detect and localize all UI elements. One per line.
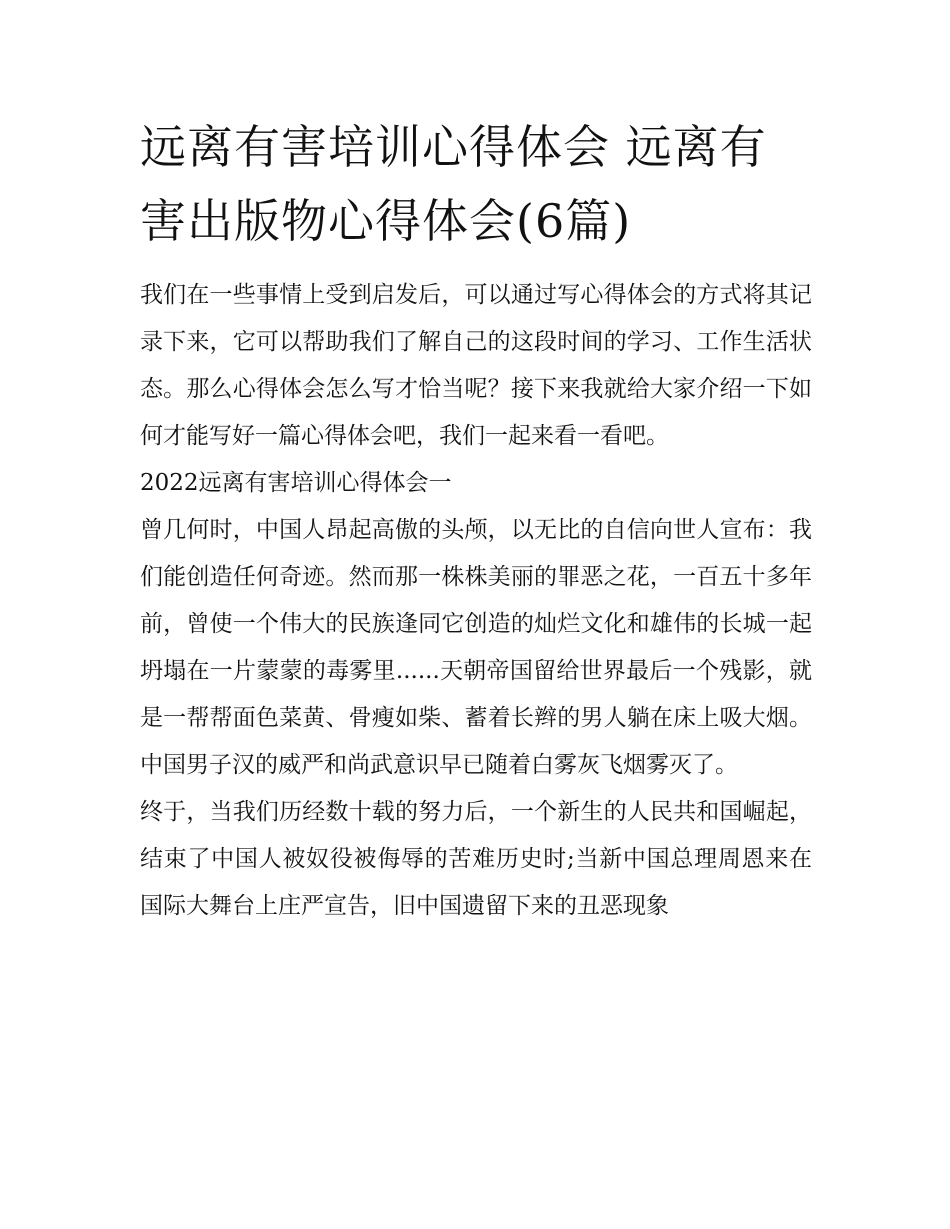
document-body <box>140 110 812 930</box>
section-heading: 2022远离有害培训心得体会一 <box>140 470 452 496</box>
intro-paragraph: 我们在一些事情上受到启发后，可以通过写心得体会的方式将其记录下来，它可以帮助我们了解自己的这段时间的学习、工作生活状态。那么心得体会怎么写才恰当呢？接下来我就给大家介绍一下如何才能写好一篇心得体会吧，我们一起来看一看吧。 <box>140 282 812 449</box>
document-title: 远离有害培训心得体会 远离有害出版物心得体会(6篇) <box>140 120 767 248</box>
body-paragraph-2: 终于，当我们历经数十载的努力后，一个新生的人民共和国崛起，结束了中国人被奴役被侮辱的苦难历史时;当新中国总理周恩来在国际大舞台上庄严宣告，旧中国遗留下来的丑恶现象 <box>140 799 812 919</box>
body-paragraph-1: 曾几何时，中国人昂起高傲的头颅，以无比的自信向世人宣布：我们能创造任何奇迹。然而那一株株美丽的罪恶之花，一百五十多年前，曾使一个伟大的民族逢同它创造的灿烂文化和雄伟的长城一起坍塌在一片蒙蒙的毒雾里......天朝帝国留给世界最后一个残影，就是一帮帮面色菜黄、骨瘦如柴、蓄着长辫的男人躺在床上吸大烟。中国男子汉的威严和尚武意识早已随着白雾灰飞烟雾灭了。 <box>140 517 812 778</box>
